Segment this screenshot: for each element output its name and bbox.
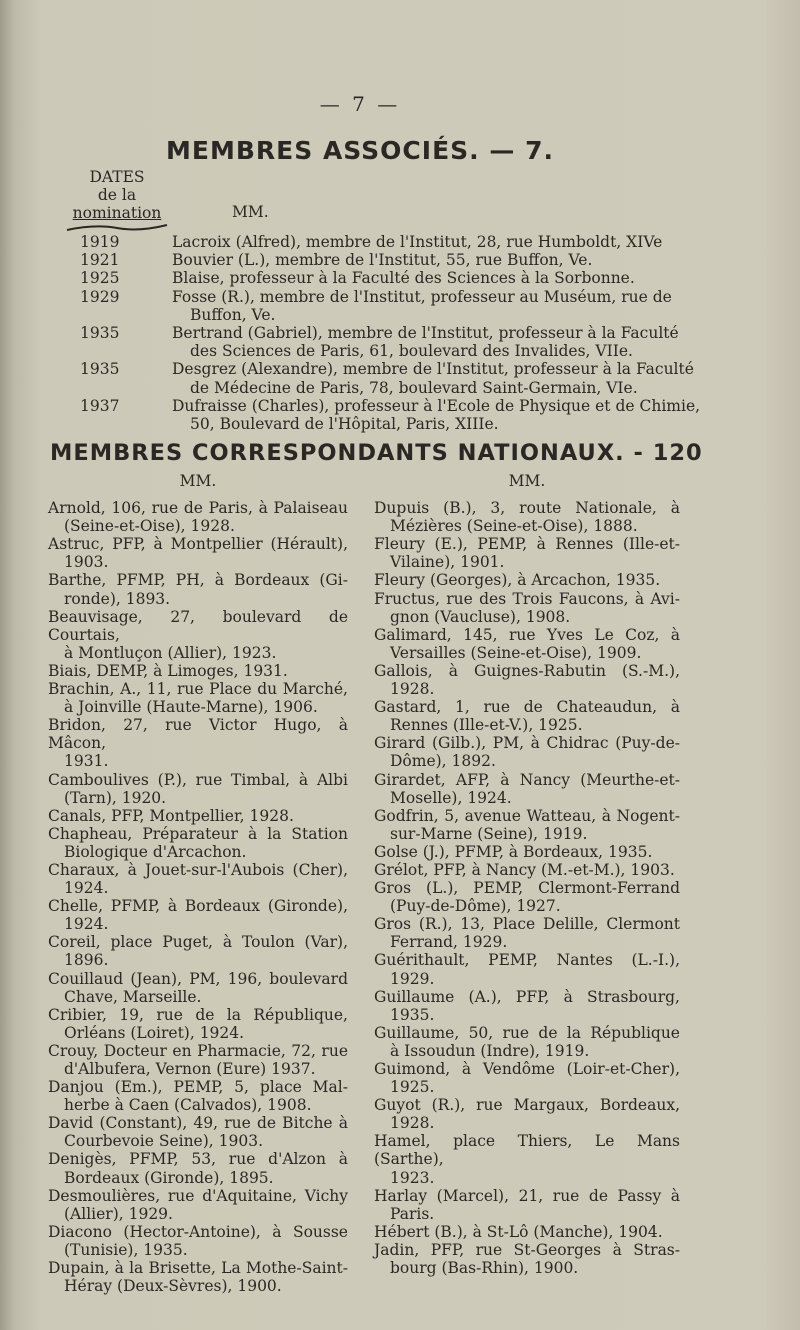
correspondent-line: 1929. bbox=[390, 969, 435, 988]
correspondent-entry bbox=[48, 571, 348, 607]
correspondent-line: 1924. bbox=[64, 915, 109, 934]
correspondent-line: Astruc, PFP, à Montpellier (Hérault), bbox=[48, 535, 348, 554]
correspondent-line: (Puy-de-Dôme), 1927. bbox=[390, 897, 561, 916]
correspondent-entry bbox=[48, 1006, 348, 1042]
swash-ornament bbox=[65, 224, 169, 232]
correspondent-entry bbox=[48, 716, 348, 770]
nomination-year: 1919 bbox=[80, 233, 120, 251]
correspondent-line: à Montluçon (Allier), 1923. bbox=[64, 643, 277, 662]
correspondent-entry bbox=[48, 1223, 348, 1259]
correspondent-line: Grélot, PFP, à Nancy (M.-et-M.), 1903. bbox=[374, 860, 675, 879]
correspondent-line: 1928. bbox=[390, 680, 435, 699]
correspondent-line: Galimard, 145, rue Yves Le Coz, à bbox=[374, 625, 680, 644]
correspondent-line: d'Albufera, Vernon (Eure) 1937. bbox=[64, 1060, 316, 1078]
associate-text-line: Dufraisse (Charles), professeur à l'Ecole de Physique et de Chimie, bbox=[172, 396, 701, 415]
section-title-associates: MEMBRES ASSOCIÉS. — 7. bbox=[166, 136, 554, 165]
correspondent-line: Paris. bbox=[390, 1204, 435, 1223]
correspondent-line: Girardet, AFP, à Nancy (Meurthe-et- bbox=[374, 770, 680, 789]
correspondent-line: Mézières (Seine-et-Oise), 1888. bbox=[390, 517, 638, 536]
correspondent-line: Hébert (B.), à St-Lô (Manche), 1904. bbox=[374, 1222, 663, 1241]
correspondent-line: Gallois, à Guignes-Rabutin (S.-M.), bbox=[374, 661, 680, 680]
correspondent-line: Guillaume, 50, rue de la République bbox=[374, 1023, 680, 1042]
correspondent-entry bbox=[48, 861, 348, 897]
correspondent-line: 1896. bbox=[64, 951, 109, 970]
correspondent-entry bbox=[374, 626, 680, 662]
left-column bbox=[48, 472, 348, 1295]
correspondent-entry bbox=[48, 608, 348, 662]
associate-entry bbox=[60, 269, 740, 287]
right-column bbox=[374, 472, 680, 1277]
correspondent-line: Barthe, PFMP, PH, à Bordeaux (Gi- bbox=[48, 571, 348, 590]
correspondent-line: Guillaume (A.), PFP, à Strasbourg, bbox=[374, 987, 680, 1006]
correspondent-line: Crouy, Docteur en Pharmacie, 72, rue bbox=[48, 1041, 348, 1060]
nomination-year: 1929 bbox=[80, 287, 120, 306]
correspondent-line: Diacono (Hector-Antoine), à Sousse bbox=[48, 1222, 348, 1241]
right-mm-label: MM. bbox=[508, 472, 546, 490]
correspondent-line: sur-Marne (Seine), 1919. bbox=[390, 824, 588, 843]
correspondent-line: Gastard, 1, rue de Chateaudun, à bbox=[374, 698, 680, 717]
associate-entry bbox=[60, 251, 740, 269]
correspondent-line: Dupain, à la Brisette, La Mothe-Saint- bbox=[48, 1259, 348, 1278]
correspondent-line: Moselle), 1924. bbox=[390, 788, 512, 807]
correspondent-line: Camboulives (P.), rue Timbal, à Albi bbox=[48, 770, 348, 789]
correspondent-line: Rennes (Ille-et-V.), 1925. bbox=[390, 716, 583, 735]
dates-column-header bbox=[62, 168, 172, 232]
correspondent-line: Danjou (Em.), PEMP, 5, place Mal- bbox=[48, 1078, 348, 1097]
correspondent-line: (Allier), 1929. bbox=[64, 1204, 173, 1223]
correspondent-entry bbox=[374, 988, 680, 1024]
correspondent-entry bbox=[48, 897, 348, 933]
correspondent-entry bbox=[48, 771, 348, 807]
associates-list bbox=[60, 233, 740, 433]
dates-header-line: DATES bbox=[89, 168, 145, 186]
correspondent-line: Guyot (R.), rue Margaux, Bordeaux, bbox=[374, 1096, 680, 1115]
correspondent-line: Beauvisage, 27, boulevard de Courtais, bbox=[48, 607, 348, 644]
correspondent-line: 1935. bbox=[390, 1005, 435, 1024]
correspondent-entry bbox=[48, 825, 348, 861]
correspondent-entry bbox=[374, 915, 680, 951]
correspondent-line: Couillaud (Jean), PM, 196, boulevard bbox=[48, 969, 348, 988]
correspondent-line: (Seine-et-Oise), 1928. bbox=[64, 517, 235, 536]
associate-text-line: Bertrand (Gabriel), membre de l'Institut, professeur à la Faculté bbox=[172, 324, 679, 343]
correspondent-entry bbox=[374, 1096, 680, 1132]
correspondent-line: Fructus, rue des Trois Faucons, à Avi- bbox=[374, 589, 680, 608]
correspondent-entry bbox=[374, 571, 680, 589]
correspondent-line: ronde), 1893. bbox=[64, 589, 171, 608]
correspondent-entry bbox=[48, 1259, 348, 1295]
nomination-year: 1935 bbox=[80, 360, 120, 379]
nomination-year: 1935 bbox=[80, 324, 120, 343]
correspondent-line: à Joinville (Haute-Marne), 1906. bbox=[64, 698, 318, 717]
nomination-year: 1937 bbox=[80, 396, 120, 415]
correspondent-entry bbox=[374, 807, 680, 843]
correspondent-line: Courbevoie Seine), 1903. bbox=[64, 1132, 264, 1151]
correspondent-line: Guimond, à Vendôme (Loir-et-Cher), bbox=[374, 1060, 680, 1078]
correspondent-line: Jadin, PFP, rue St-Georges à Stras- bbox=[374, 1240, 680, 1259]
correspondent-line: Harlay (Marcel), 21, rue de Passy à bbox=[374, 1186, 680, 1205]
correspondent-entry bbox=[374, 843, 680, 861]
page-number: — 7 — bbox=[319, 92, 401, 116]
associate-text-line: Desgrez (Alexandre), membre de l'Institut, professeur à la Faculté bbox=[172, 360, 694, 379]
correspondent-entry bbox=[48, 933, 348, 969]
correspondent-line: Dupuis (B.), 3, route Nationale, à bbox=[374, 499, 680, 518]
correspondent-entry bbox=[374, 1132, 680, 1186]
correspondent-line: Bordeaux (Gironde), 1895. bbox=[64, 1168, 274, 1187]
correspondent-line: Chapheau, Préparateur à la Station bbox=[48, 824, 348, 843]
correspondent-line: Vilaine), 1901. bbox=[390, 553, 505, 572]
correspondent-entry bbox=[374, 662, 680, 698]
correspondent-entry bbox=[48, 535, 348, 571]
associate-text-line: Blaise, professeur à la Faculté des Sciences à la Sorbonne. bbox=[172, 269, 635, 288]
correspondent-line: Desmoulières, rue d'Aquitaine, Vichy bbox=[48, 1186, 348, 1205]
correspondent-entry bbox=[48, 1114, 348, 1150]
correspondent-line: Héray (Deux-Sèvres), 1900. bbox=[64, 1277, 282, 1296]
correspondent-entry bbox=[374, 951, 680, 987]
correspondent-line: Brachin, A., 11, rue Place du Marché, bbox=[48, 680, 348, 699]
correspondent-entry bbox=[374, 1187, 680, 1223]
correspondent-line: (Tarn), 1920. bbox=[64, 788, 167, 807]
correspondent-entry bbox=[374, 734, 680, 770]
correspondent-entry bbox=[48, 662, 348, 680]
correspondent-line: à Issoudun (Indre), 1919. bbox=[390, 1041, 590, 1060]
correspondent-line: Chave, Marseille. bbox=[64, 987, 202, 1006]
correspondent-entry bbox=[48, 1150, 348, 1186]
correspondent-entry bbox=[374, 861, 680, 879]
dates-header-line: de la bbox=[97, 186, 137, 204]
correspondent-entry bbox=[374, 535, 680, 571]
correspondent-entry bbox=[48, 680, 348, 716]
correspondent-line: 1903. bbox=[64, 553, 109, 572]
correspondent-line: Coreil, place Puget, à Toulon (Var), bbox=[48, 933, 348, 952]
associate-entry bbox=[60, 233, 740, 251]
associate-entry bbox=[60, 360, 740, 396]
mm-label: MM. bbox=[232, 203, 269, 221]
correspondent-line: 1925. bbox=[390, 1078, 435, 1097]
correspondent-line: Dôme), 1892. bbox=[390, 752, 496, 771]
associate-text-line: 50, Boulevard de l'Hôpital, Paris, XIIIe. bbox=[190, 415, 499, 434]
correspondent-entry bbox=[48, 970, 348, 1006]
correspondent-entry bbox=[374, 771, 680, 807]
correspondent-line: Golse (J.), PFMP, à Bordeaux, 1935. bbox=[374, 842, 653, 861]
associate-entry bbox=[60, 288, 740, 324]
associate-text-line: Buffon, Ve. bbox=[190, 305, 276, 324]
correspondent-entry bbox=[374, 879, 680, 915]
associate-text-line: Fosse (R.), membre de l'Institut, professeur au Muséum, rue de bbox=[172, 287, 672, 306]
correspondent-line: Bridon, 27, rue Victor Hugo, à Mâcon, bbox=[48, 716, 348, 753]
correspondent-entry bbox=[374, 499, 680, 535]
associate-entry bbox=[60, 397, 740, 433]
correspondent-entry bbox=[374, 590, 680, 626]
correspondent-entry bbox=[374, 698, 680, 734]
correspondent-line: gnon (Vaucluse), 1908. bbox=[390, 607, 571, 626]
correspondent-line: Charaux, à Jouet-sur-l'Aubois (Cher), bbox=[48, 860, 348, 879]
correspondent-line: Chelle, PFMP, à Bordeaux (Gironde), bbox=[48, 897, 348, 916]
correspondent-line: bourg (Bas-Rhin), 1900. bbox=[390, 1259, 579, 1278]
dates-header-line: nomination bbox=[72, 204, 162, 222]
correspondent-line: 1923. bbox=[390, 1168, 435, 1187]
correspondent-line: 1924. bbox=[64, 879, 109, 898]
correspondent-line: Girard (Gilb.), PM, à Chidrac (Puy-de- bbox=[374, 734, 680, 753]
correspondent-line: 1931. bbox=[64, 752, 109, 771]
associate-text-line: Bouvier (L.), membre de l'Institut, 55, rue Buffon, Ve. bbox=[172, 251, 593, 270]
associate-text-line: Lacroix (Alfred), membre de l'Institut, 28, rue Humboldt, XIVe bbox=[172, 233, 663, 251]
correspondent-line: Canals, PFP, Montpellier, 1928. bbox=[48, 806, 294, 825]
correspondent-line: David (Constant), 49, rue de Bitche à bbox=[48, 1114, 348, 1133]
correspondent-line: Gros (R.), 13, Place Delille, Clermont bbox=[374, 915, 680, 934]
correspondent-entry bbox=[374, 1024, 680, 1060]
correspondent-line: 1928. bbox=[390, 1114, 435, 1133]
correspondent-line: (Tunisie), 1935. bbox=[64, 1240, 188, 1259]
associate-text-line: de Médecine de Paris, 78, boulevard Saint-Germain, VIe. bbox=[190, 378, 638, 397]
correspondent-line: Ferrand, 1929. bbox=[390, 933, 508, 952]
correspondent-line: Cribier, 19, rue de la République, bbox=[48, 1005, 348, 1024]
correspondent-line: Fleury (E.), PEMP, à Rennes (Ille-et- bbox=[374, 535, 680, 554]
correspondent-line: Gros (L.), PEMP, Clermont-Ferrand bbox=[374, 879, 680, 898]
nomination-year: 1921 bbox=[80, 251, 120, 270]
correspondent-line: Arnold, 106, rue de Paris, à Palaiseau bbox=[48, 499, 348, 518]
correspondent-entry bbox=[48, 1078, 348, 1114]
correspondent-entry bbox=[48, 807, 348, 825]
correspondent-line: Orléans (Loiret), 1924. bbox=[64, 1023, 245, 1042]
correspondent-line: Biologique d'Arcachon. bbox=[64, 842, 247, 861]
correspondent-line: Denigès, PFMP, 53, rue d'Alzon à bbox=[48, 1150, 348, 1169]
correspondent-entry bbox=[374, 1241, 680, 1277]
correspondent-entry bbox=[48, 1187, 348, 1223]
correspondent-line: Godfrin, 5, avenue Watteau, à Nogent- bbox=[374, 806, 680, 825]
left-mm-label: MM. bbox=[179, 472, 217, 490]
correspondent-entry bbox=[48, 1042, 348, 1078]
correspondent-entry bbox=[374, 1223, 680, 1241]
correspondent-line: Hamel, place Thiers, Le Mans (Sarthe), bbox=[374, 1132, 680, 1169]
nomination-year: 1925 bbox=[80, 269, 120, 288]
associate-text-line: des Sciences de Paris, 61, boulevard des Invalides, VIIe. bbox=[190, 342, 633, 361]
section-title-correspondents: MEMBRES CORRESPONDANTS NATIONAUX. - 120 bbox=[50, 440, 703, 466]
correspondent-entry bbox=[48, 499, 348, 535]
correspondent-line: Fleury (Georges), à Arcachon, 1935. bbox=[374, 571, 661, 590]
associate-entry bbox=[60, 324, 740, 360]
correspondent-line: Guérithault, PEMP, Nantes (L.-I.), bbox=[374, 951, 680, 970]
correspondent-entry bbox=[374, 1060, 680, 1096]
correspondent-line: Biais, DEMP, à Limoges, 1931. bbox=[48, 661, 288, 680]
correspondent-line: Versailles (Seine-et-Oise), 1909. bbox=[390, 643, 642, 662]
correspondent-line: herbe à Caen (Calvados), 1908. bbox=[64, 1096, 312, 1115]
